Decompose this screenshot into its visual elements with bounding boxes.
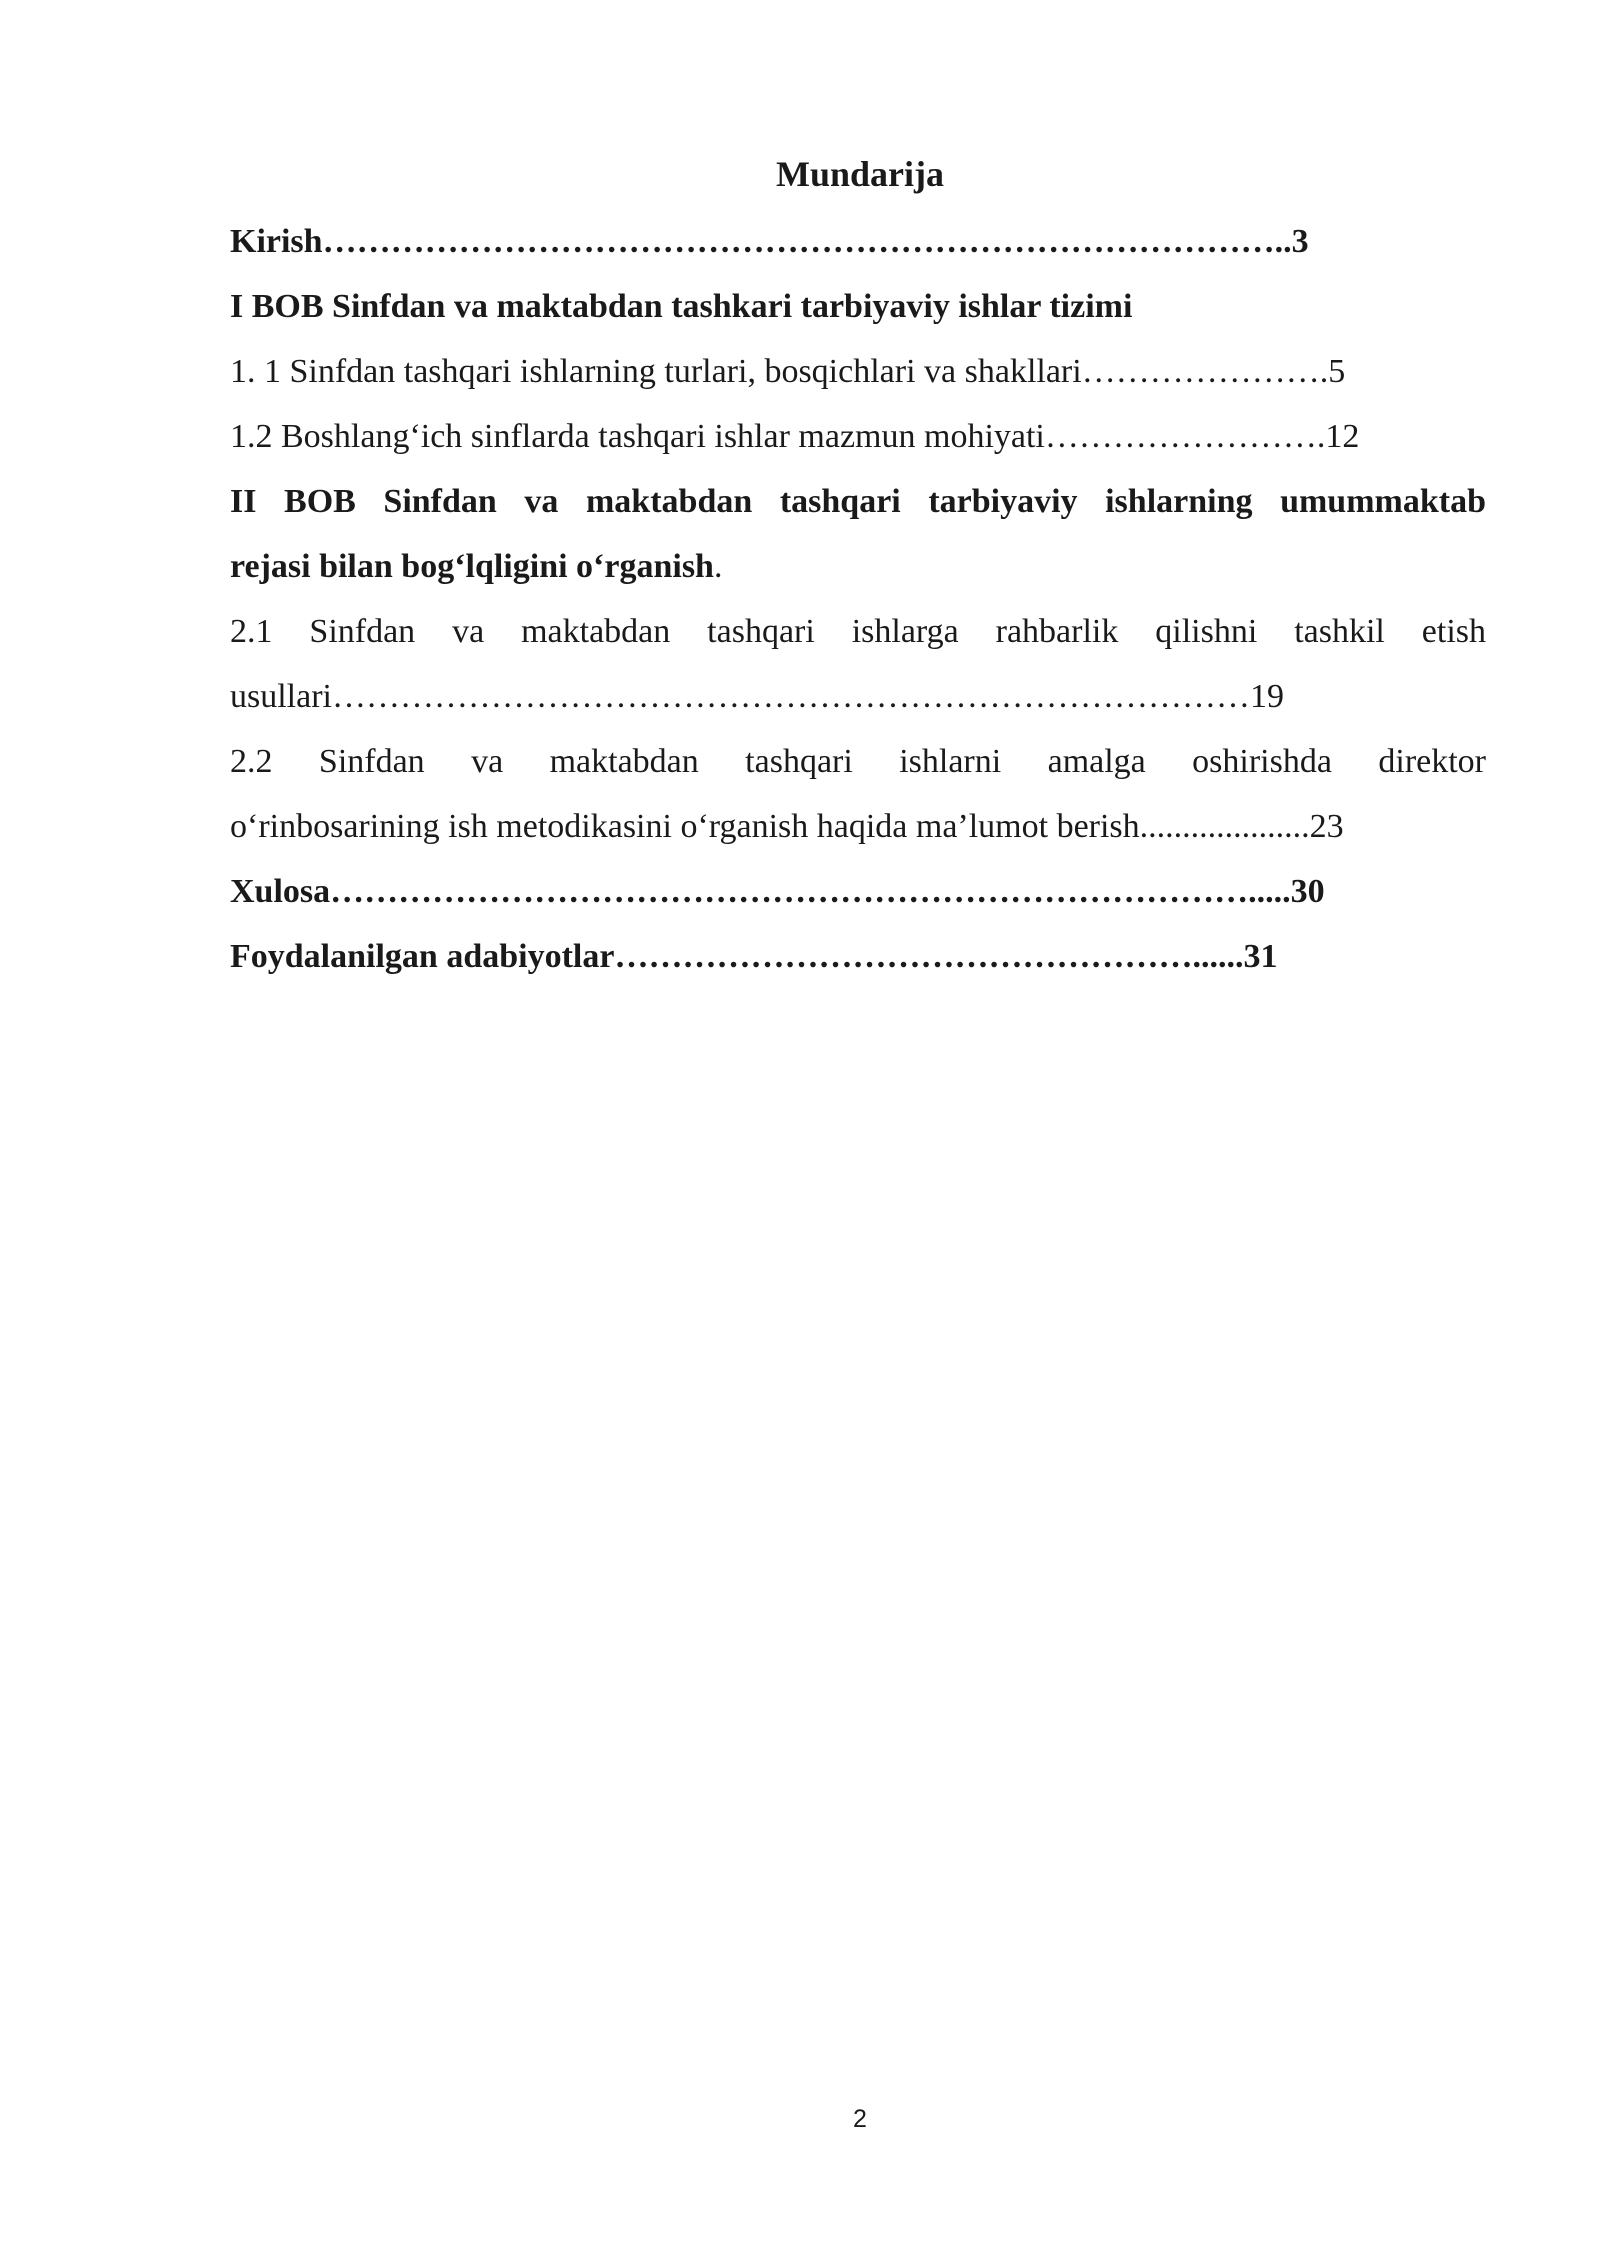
toc-entry-text: usullari………………………………………………………………………19 xyxy=(230,678,1284,715)
toc-entry-text: 2.1 Sinfdan va maktabdan tashqari ishlarga rahbarlik qilishni tashkil etish xyxy=(230,613,1486,650)
toc-entry-suffix: . xyxy=(713,548,723,585)
toc-entry-1-2 xyxy=(230,412,1486,477)
page-title: Mundarija xyxy=(775,154,944,194)
toc-entry-text: rejasi bilan bog‘lqligini o‘rganish xyxy=(230,548,714,585)
toc-entry-1-1 xyxy=(230,347,1486,412)
toc-entry-2-1-line-2 xyxy=(230,672,1486,737)
toc-entry-2-2-line-1 xyxy=(230,737,1486,802)
toc-entry-xulosa xyxy=(230,867,1486,932)
toc-chapter-1-heading xyxy=(230,282,1486,347)
toc-chapter-2-heading-line-2 xyxy=(230,542,1486,607)
toc-entry-2-2-line-2 xyxy=(230,802,1486,867)
table-of-contents xyxy=(230,217,1486,997)
toc-entry-2-1-line-1 xyxy=(230,607,1486,672)
page-number: 2 xyxy=(853,2105,867,2133)
toc-entry-text: 2.2 Sinfdan va maktabdan tashqari ishlarni amalga oshirishda direktor xyxy=(230,743,1486,780)
toc-entry-text: 1. 1 Sinfdan tashqari ishlarning turlari, bosqichlari va shakllari………………….5 xyxy=(230,353,1346,390)
toc-entry-adabiyotlar xyxy=(230,932,1486,997)
toc-entry-kirish xyxy=(230,217,1486,282)
toc-entry-text: o‘rinbosarining ish metodikasini o‘rganish haqida ma’lumot berish....................23 xyxy=(230,808,1344,845)
toc-entry-text: I BOB Sinfdan va maktabdan tashkari tarbiyaviy ishlar tizimi xyxy=(230,288,1133,325)
toc-entry-text: Xulosa……………………………………………………………………….....30 xyxy=(230,873,1325,910)
toc-entry-text: Foydalanilgan adabiyotlar……………………………………………......31 xyxy=(230,938,1278,975)
toc-entry-text: 1.2 Boshlang‘ich sinflarda tashqari ishlar mazmun mohiyati…………………….12 xyxy=(230,418,1360,455)
toc-entry-text: Kirish…………………………………………………………………………..3 xyxy=(230,223,1309,260)
toc-entry-text: II BOB Sinfdan va maktabdan tashqari tarbiyaviy ishlarning umummaktab xyxy=(230,483,1486,520)
toc-chapter-2-heading-line-1 xyxy=(230,477,1486,542)
